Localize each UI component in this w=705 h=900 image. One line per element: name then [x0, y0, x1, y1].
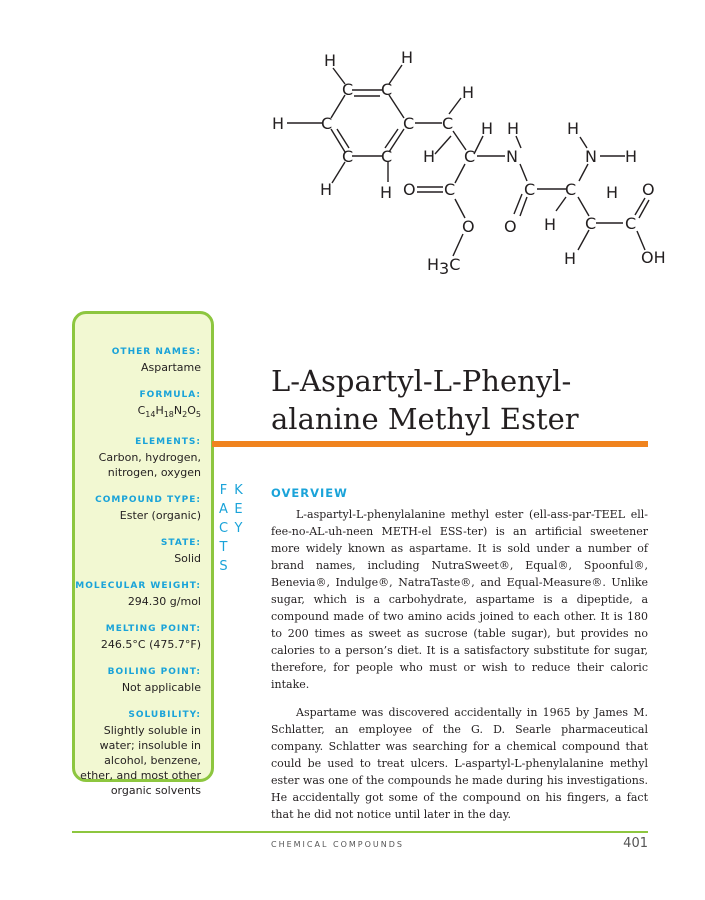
atom-oh: OH	[641, 248, 666, 267]
atom-c: C	[565, 180, 577, 199]
fact-label: STATE:	[160, 538, 201, 549]
fact-value-formula: $C_{14}H_{18}N_2O_5$	[137, 404, 201, 420]
section-heading-overview: OVERVIEW	[271, 486, 348, 500]
fact-state	[73, 537, 201, 566]
atom-n: N	[506, 147, 518, 166]
fact-value: Slightly soluble in water; insoluble in alcohol, benzene, ether, and most other organic solvents	[80, 724, 201, 798]
atom-c: C	[444, 180, 456, 199]
atom-o: O	[642, 180, 655, 199]
atom-h: H	[481, 119, 494, 138]
atom-h: H	[507, 119, 520, 138]
fact-label: ELEMENTS:	[135, 437, 201, 448]
fact-label: FORMULA:	[139, 390, 201, 400]
atom-c: C	[442, 114, 454, 133]
fact-label: COMPOUND TYPE:	[95, 495, 201, 506]
atom-o: O	[403, 180, 416, 199]
structural-formula	[265, 40, 685, 280]
key-facts-tab-label: KEY FACTS	[216, 483, 246, 578]
atom-c: C	[625, 214, 637, 233]
fact-molecular-weight	[73, 580, 201, 609]
atom-c: C	[381, 147, 393, 166]
fact-value: Carbon, hydrogen, nitrogen, oxygen	[98, 451, 201, 480]
fact-value: Aspartame	[140, 361, 201, 374]
atom-h: H	[462, 83, 475, 102]
atom-h: H	[567, 119, 580, 138]
fact-label: SOLUBILITY:	[128, 710, 201, 721]
atom-o: O	[462, 217, 475, 236]
atom-h: H	[625, 147, 638, 166]
fact-solubility	[73, 709, 201, 798]
fact-label: MELTING POINT:	[105, 624, 201, 635]
fact-label: OTHER NAMES:	[111, 347, 201, 357]
fact-label: MOLECULAR WEIGHT:	[75, 581, 201, 592]
atom-c: C	[524, 180, 536, 199]
fact-compound-type	[73, 494, 201, 523]
atom-c: C	[381, 80, 393, 99]
key-facts-list	[73, 346, 201, 812]
fact-value: 294.30 g/mol	[127, 595, 201, 609]
fact-label: BOILING POINT:	[107, 667, 201, 678]
title-line-2: alanine Methyl Ester	[271, 402, 579, 436]
atom-c: C	[464, 147, 476, 166]
key-facts-box	[72, 311, 214, 798]
methyl-group: H3C	[427, 255, 461, 278]
page-number: 401	[623, 836, 648, 851]
atom-h: H	[423, 147, 436, 166]
atom-c: C	[321, 114, 333, 133]
atom-h: H	[564, 249, 577, 268]
fact-formula	[73, 389, 201, 422]
atom-c: C	[585, 214, 597, 233]
paragraph: L-aspartyl-L-phenylalanine methyl ester (ell-ass-par-TEEL ell-fee-no-AL-uh-neen METH-el ESS-ter) is an artificial sweetener more widely known as aspartame. It is sold under a number of brand names, including NutraSweet®, Equal®, Spoonful®, Benevia®, Indulge®, NatraTaste®, and Equal-Measure®. Unlike sugar, which is a carbohydrate, aspartame is a dipeptide, a compound made of two amino acids joined to each other. It is 180 to 200 times as sweet as sucrose (table sugar), but provides no calories to a person’s diet. It is a satisfactory substitute for sugar, therefore, for people who must or wish to reduce their caloric intake.	[271, 508, 648, 691]
atom-c: C	[403, 114, 415, 133]
fact-other-names	[73, 346, 201, 375]
atom-c: C	[342, 80, 354, 99]
atom-h: H	[544, 215, 557, 234]
atom-h: H	[606, 183, 619, 202]
fact-value: Ester (organic)	[119, 509, 201, 523]
footer-divider	[72, 831, 648, 833]
paragraph: Aspartame was discovered accidentally in 1965 by James M. Schlatter, an employee of the G. D. Searle pharmaceutical company. Schlatter was searching for a chemical compound that could be used to treat ulcers. L-aspartyl-L-phenylalanine methyl ester was one of the compounds he made during his investigations. He accidentally got some of the compound on his fingers, a fact that he did not notice until later in the day.	[271, 706, 648, 821]
atom-n: N	[585, 147, 597, 166]
fact-value: Solid	[174, 552, 201, 566]
atom-h: H	[380, 183, 393, 202]
article-body	[271, 506, 648, 834]
fact-value: Not applicable	[121, 681, 201, 695]
atom-h: H	[324, 51, 337, 70]
fact-boiling-point	[73, 666, 201, 695]
atom-h: H	[320, 180, 333, 199]
page-title	[271, 362, 651, 438]
fact-melting-point	[73, 623, 201, 652]
title-line-1: L-Aspartyl-L-Phenyl-	[271, 364, 572, 398]
atom-h: H	[272, 114, 285, 133]
atom-o: O	[504, 217, 517, 236]
atom-c: C	[342, 147, 354, 166]
fact-value: 246.5°C (475.7°F)	[100, 638, 201, 652]
footer-book-title: CHEMICAL COMPOUNDS	[271, 840, 404, 849]
fact-elements	[73, 436, 201, 480]
atom-h: H	[401, 48, 414, 67]
title-divider	[212, 441, 648, 447]
